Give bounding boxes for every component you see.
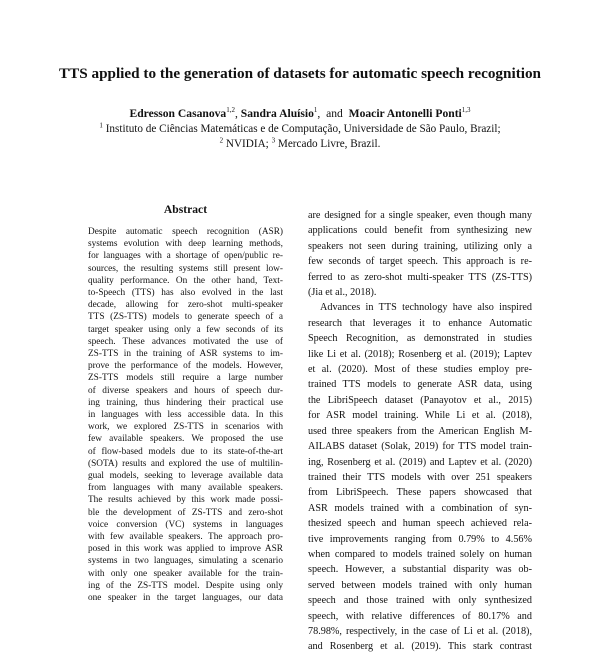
- body-line: et al. (2020). Most of these studies employ pre-: [308, 364, 532, 376]
- author-name: Moacir Antonelli Ponti: [348, 107, 462, 120]
- affiliation-line: [40, 137, 560, 152]
- body-line: tive improvements ranging from 0.79% to 4.56%: [308, 533, 532, 545]
- abstract-line: for languages with a shortage of open/public re-: [88, 251, 283, 262]
- author-separator: ,: [234, 107, 241, 120]
- abstract-line: ing of the ZS-TTS model. Despite using only: [88, 580, 283, 591]
- body-line: trained their TTS models with over 251 speakers: [308, 471, 532, 483]
- affiliations: [40, 122, 560, 152]
- affil-mark: 1: [99, 121, 103, 130]
- body-line: used three speakers from the American English M-: [308, 425, 532, 437]
- abstract-line: quality performance. On the other hand, Text-: [88, 275, 283, 286]
- abstract-line: target speaker using only a few seconds of its: [88, 324, 283, 335]
- author-affil-mark: 1: [313, 106, 318, 115]
- body-line: thesized speech and human speech achieved rela-: [308, 518, 532, 530]
- paper-title: TTS applied to the generation of datasets for automatic speech recognition: [58, 65, 542, 82]
- abstract-line: one speaker in the target languages, our data: [88, 593, 283, 604]
- author-name: Sandra Aluísio: [240, 107, 314, 120]
- body-line: 78.98%, respectively, in the case of Li et al. (2018),: [308, 625, 532, 637]
- abstract-line: ZS-TTS models still require a large number: [88, 373, 283, 384]
- abstract-line: TTS (ZS-TTS) models to generate speech of a: [88, 312, 283, 323]
- abstract-line: voice conversion (VC) systems in languages: [88, 519, 283, 530]
- body-line: for ASR model training. While Li et al. (2018),: [308, 410, 532, 422]
- abstract-line: prove the performance of the models. However,: [88, 361, 283, 372]
- abstract-line: posed in this work was applied to improve ASR: [88, 544, 283, 555]
- affiliation-line: [40, 122, 560, 137]
- abstract-line: (SOTA) results and explored the use of multilin-: [88, 458, 283, 469]
- abstract-line: few available speakers. We proposed the use: [88, 434, 283, 445]
- author-list: [40, 106, 560, 122]
- body-line: speech, with relative differences of 80.17% and: [308, 610, 532, 622]
- abstract-line: of flow-based models due to its state-of-the-art: [88, 446, 283, 457]
- body-line: served between models trained with only human: [308, 579, 532, 591]
- affiliation-text: NVIDIA;: [223, 138, 272, 150]
- abstract-line: ble the development of ZS-TTS and zero-shot: [88, 507, 283, 518]
- body-line: like Li et al. (2018); Rosenberg et al. (2019); Laptev: [308, 348, 532, 360]
- body-line: speech and those trained with only synthesized: [308, 595, 532, 607]
- body-line: from LibriSpeech. These papers showcased that: [308, 487, 532, 499]
- body-line: and Rosenberg et al. (2019). This stark contrast: [308, 641, 532, 653]
- body-line: are designed for a single speaker, even though many: [308, 210, 532, 221]
- body-line: trained TTS models to generate ASR data, using: [308, 379, 532, 391]
- abstract-line: in languages with less accessible data. In this: [88, 410, 283, 421]
- body-line: ASR models trained with a combination of syn-: [308, 502, 532, 514]
- abstract-line: to-Speech (TTS) has also evolved in the last: [88, 288, 283, 299]
- abstract-line: speech. These advances motivated the use of: [88, 336, 283, 347]
- body-line: applications could benefit from synthesizing new: [308, 225, 532, 237]
- abstract-line: with only one speaker available for the train-: [88, 568, 283, 579]
- body-line: Advances in TTS technology have also inspired: [320, 302, 532, 314]
- affiliation-text: Mercado Livre, Brazil.: [275, 138, 381, 150]
- author-affil-mark: 1,3: [461, 106, 471, 115]
- body-line: AILABS dataset (Solak, 2019) for TTS model train-: [308, 441, 532, 453]
- body-line: the LibriSpeech dataset (Panayotov et al., 2015): [308, 394, 532, 406]
- body-line: when compared to models trained solely on human: [308, 548, 532, 560]
- abstract-line: Despite automatic speech recognition (ASR): [88, 227, 283, 237]
- abstract-line: work, we explored ZS-TTS in scenarios with: [88, 422, 283, 433]
- abstract-line: gual models, seeking to leverage available data: [88, 471, 283, 482]
- body-line: speech. However, a substantial disparity was ob-: [308, 564, 532, 576]
- abstract-line: sources, the resulting systems still present low-: [88, 263, 283, 274]
- abstract-heading: Abstract: [163, 203, 208, 216]
- abstract-line: of diverse speakers and hours of speech dur-: [88, 385, 283, 396]
- author-and: , and: [317, 107, 349, 120]
- abstract-line: ing training, thus hindering their practical use: [88, 397, 283, 408]
- body-line: (Jia et al., 2018).: [308, 287, 377, 299]
- abstract-line: systems evolution with deep learning methods,: [88, 239, 283, 250]
- abstract-line: with few available speakers. The approach pro-: [88, 532, 283, 543]
- body-line: ferred to as zero-shot multi-speaker TTS (ZS-TTS): [308, 271, 532, 283]
- abstract-body: [88, 226, 283, 604]
- abstract-line: ZS-TTS in the training of ASR systems to im-: [88, 349, 283, 360]
- author-affil-mark: 1,2: [226, 106, 235, 115]
- body-line: Speech Recognition, as demonstrated in studies: [308, 333, 532, 345]
- body-line: few seconds of target speech. This approach is re-: [308, 256, 532, 268]
- affiliation-text: Instituto de Ciências Matemáticas e de Computação, Universidade de São Paulo, Brazil;: [102, 123, 501, 135]
- abstract-line: The results achieved by this work made possi-: [88, 495, 283, 506]
- body-line: ing, Rosenberg et al. (2019) and Laptev et al. (2020): [308, 456, 532, 468]
- affil-mark: 2: [219, 136, 224, 145]
- body-column-right: [308, 208, 532, 655]
- abstract-line: decade, allowing for zero-shot multi-speaker: [88, 300, 283, 311]
- affil-mark: 3: [271, 136, 276, 145]
- body-line: speakers not seen during training, utilizing only a: [308, 240, 532, 252]
- abstract-line: from languages with many available speakers.: [88, 483, 283, 494]
- abstract-line: systems in two languages, simulating a scenario: [88, 556, 283, 567]
- body-line: research that leverages it to enhance Automatic: [308, 317, 532, 329]
- author-name: Edresson Casanova: [129, 107, 227, 120]
